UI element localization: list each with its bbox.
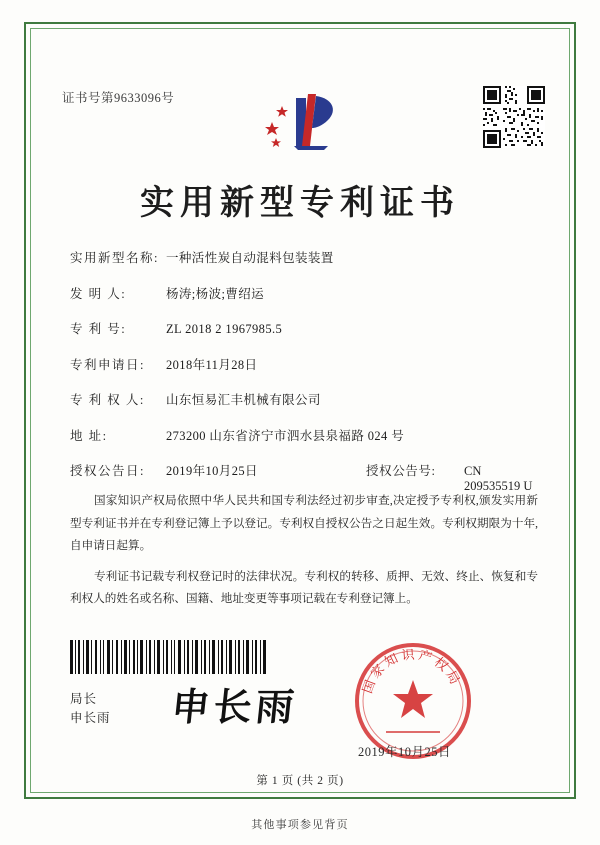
- qr-code-icon: [483, 86, 545, 148]
- footer-note: 其他事项参见背页: [251, 819, 349, 831]
- legal-body-text: [70, 490, 538, 619]
- legal-paragraph-1: 国家知识产权局依照中华人民共和国专利法经过初步审查,决定授予专利权,颁发实用新型专利证书并在专利登记簿上予以登记。专利权自授权公告之日起生效。专利权期限为十年,自申请日起算。: [70, 494, 538, 553]
- legal-paragraph-2: 专利证书记载专利权登记时的法律状况。专利权的转移、质押、无效、终止、恢复和专利权人的姓名或名称、国籍、地址变更等事项记载在专利登记簿上。: [70, 569, 538, 606]
- seal-date: 2019年10月25日: [358, 745, 452, 759]
- field-value-address: 273200 山东省济宁市泗水县泉福路 024 号: [166, 428, 405, 443]
- field-value-patent-number: ZL 2018 2 1967985.5: [166, 322, 283, 336]
- signature-title-line2: 申长雨: [70, 711, 111, 726]
- field-row: [70, 248, 540, 266]
- page-number: 第 1 页 (共 2 页): [256, 775, 344, 787]
- field-label-address: 地 址:: [70, 428, 108, 443]
- field-row: [70, 284, 540, 302]
- field-value-application-date: 2018年11月28日: [166, 357, 258, 372]
- field-label-grant-publication-number: 授权公告号:: [366, 464, 436, 478]
- svg-text:国家知识产权局: 国家知识产权局: [360, 647, 464, 696]
- certificate-number: 证书号第9633096号: [62, 91, 175, 105]
- barcode-icon: [70, 640, 266, 674]
- field-row: [70, 319, 540, 337]
- border-corner-top-left: [24, 22, 42, 40]
- patent-office-logo-icon: [258, 84, 344, 160]
- field-label-patent-number: 专 利 号:: [70, 322, 127, 336]
- field-value-grant-date: 2019年10月25日: [166, 464, 258, 478]
- field-row: [70, 390, 540, 408]
- field-row: [70, 426, 540, 444]
- field-value-grant-publication-number: CN 209535519 U: [464, 464, 533, 493]
- border-corner-top-right: [558, 22, 576, 40]
- field-value-inventors: 杨涛;杨波;曹绍运: [166, 286, 265, 301]
- field-label-grant-date: 授权公告日:: [70, 464, 145, 478]
- page-title: 实用新型专利证书: [140, 183, 460, 223]
- field-label-inventors: 发 明 人:: [70, 286, 127, 301]
- field-row: [70, 355, 540, 373]
- field-value-utility-model-name: 一种活性炭自动混料包装装置: [166, 251, 334, 265]
- handwritten-signature: 申长雨: [169, 687, 300, 729]
- field-label-patentee: 专 利 权 人:: [70, 393, 145, 407]
- field-value-patentee: 山东恒易汇丰机械有限公司: [166, 393, 321, 407]
- field-label-application-date: 专利申请日:: [70, 357, 145, 372]
- signature-title: [70, 690, 111, 729]
- field-label-utility-model-name: 实用新型名称:: [70, 251, 159, 265]
- certificate-fields: [70, 248, 540, 512]
- signature-title-line1: 局长: [70, 692, 98, 706]
